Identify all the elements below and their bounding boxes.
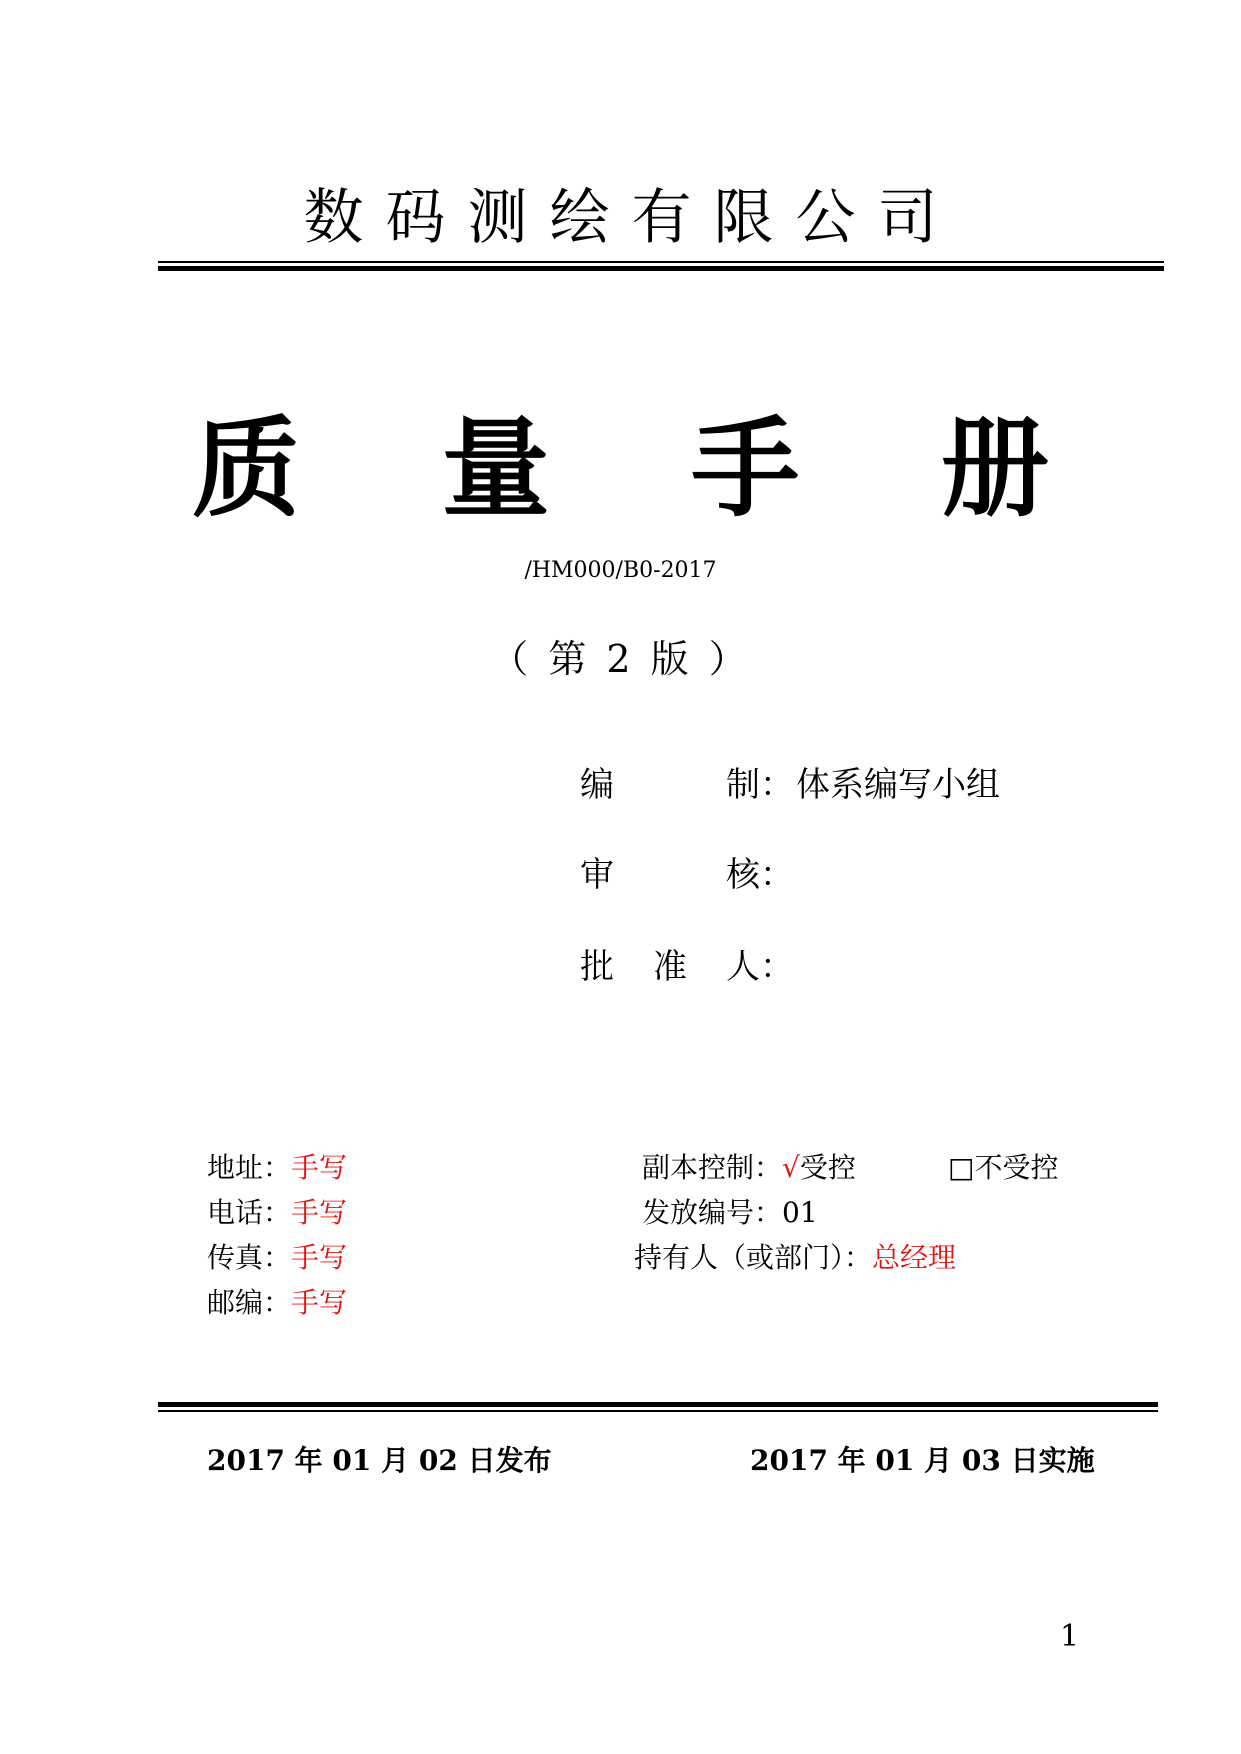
copy-control-label: 副本控制：	[642, 1151, 783, 1184]
address-value: 手写	[291, 1151, 348, 1184]
address-label: 地址：	[207, 1151, 292, 1184]
controlled-check-mark: √	[782, 1151, 800, 1184]
signature-value-prepared: 体系编写小组	[796, 765, 1000, 805]
fax-row	[207, 1241, 348, 1274]
phone-row	[207, 1196, 348, 1229]
fax-label: 传真：	[207, 1241, 292, 1274]
signature-colon: ：	[760, 947, 794, 987]
edition-label: （ 第 2 版 ）	[490, 637, 751, 681]
signature-colon: ：	[760, 855, 794, 895]
copy-control-row	[642, 1151, 856, 1184]
address-row	[207, 1151, 348, 1184]
company-name: 数码测绘有限公司	[303, 183, 960, 253]
effective-date: 2017 年 01 月 03 日实施	[750, 1444, 1095, 1477]
uncontrolled-checkbox: □	[948, 1151, 975, 1184]
document-code: /HM000/B0-2017	[524, 558, 717, 583]
phone-label: 电话：	[207, 1196, 292, 1229]
postcode-value: 手写	[291, 1286, 348, 1319]
issue-date: 2017 年 01 月 02 日发布	[207, 1444, 552, 1477]
footer-rule-thick	[158, 1402, 1158, 1407]
fax-value: 手写	[291, 1241, 348, 1274]
page-number: 1	[1060, 1619, 1080, 1654]
signature-label-reviewed: 审核	[580, 855, 760, 895]
postcode-row	[207, 1286, 348, 1319]
phone-value: 手写	[291, 1196, 348, 1229]
distribution-label: 发放编号：	[642, 1196, 783, 1229]
holder-row	[634, 1241, 957, 1274]
document-title: 质 量 手 册	[192, 406, 1101, 532]
holder-value: 总经理	[872, 1241, 957, 1274]
distribution-row	[642, 1196, 818, 1229]
signature-label-prepared: 编制	[580, 765, 760, 805]
footer-rule-thin	[158, 1410, 1158, 1412]
uncontrolled-option	[948, 1151, 1059, 1184]
signature-label-approved: 批准人	[580, 947, 760, 987]
header-rule-thin	[158, 261, 1164, 263]
header-rule-thick	[158, 266, 1164, 271]
holder-label: 持有人（或部门）：	[634, 1241, 873, 1274]
postcode-label: 邮编：	[207, 1286, 292, 1319]
controlled-label: 受控	[799, 1151, 856, 1184]
distribution-number: 01	[782, 1196, 818, 1229]
signature-colon: ：	[760, 765, 794, 805]
uncontrolled-label: 不受控	[974, 1151, 1059, 1184]
